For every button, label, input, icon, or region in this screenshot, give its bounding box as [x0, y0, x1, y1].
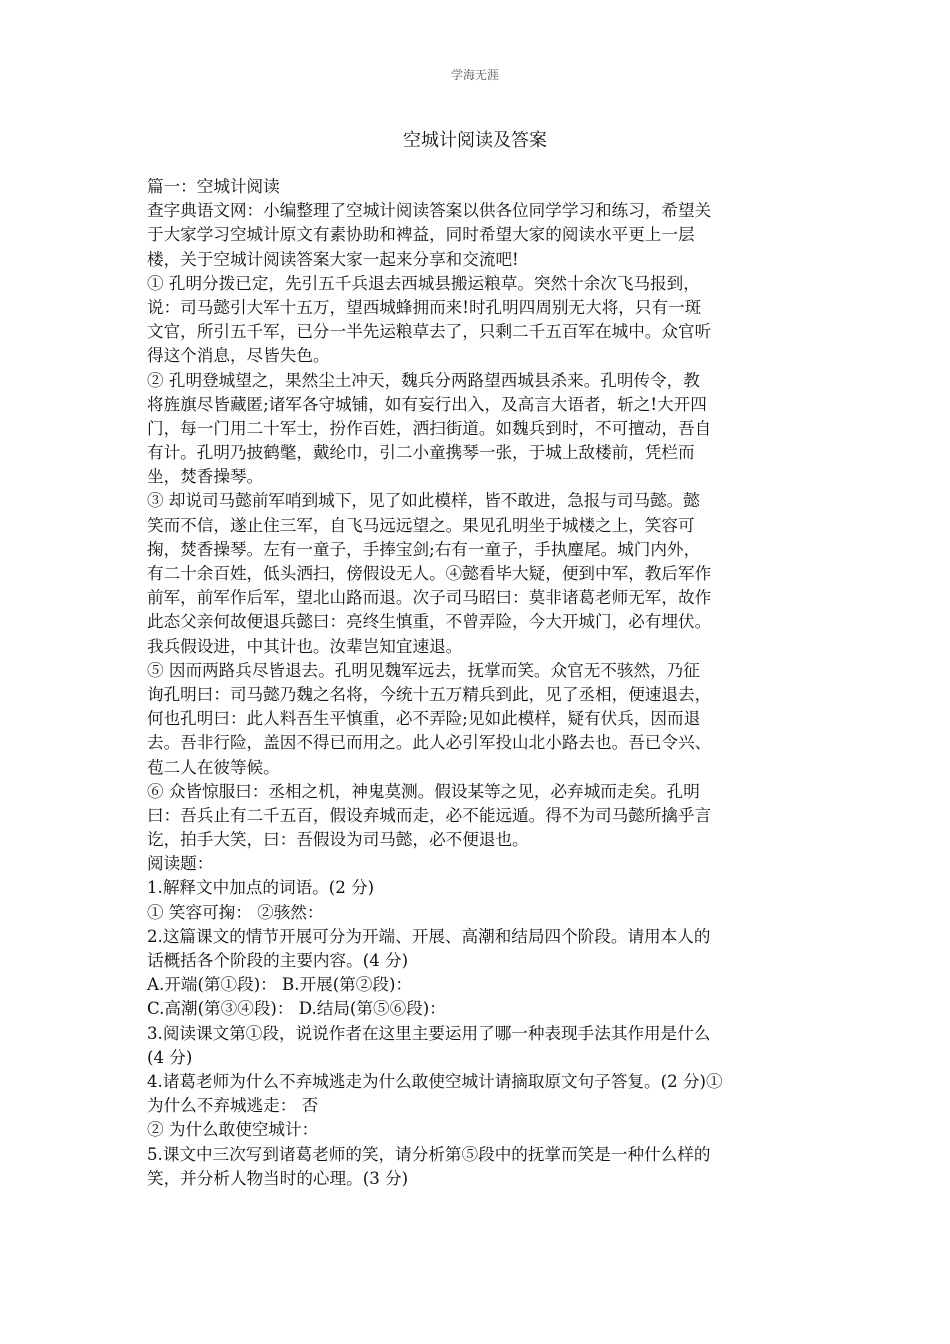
- text-line: 苞二人在彼等候。: [147, 757, 280, 777]
- text-line: 4.诸葛老师为什么不弃城逃走为什么敢使空城计请摘取原文句子答复。(2 分)①: [147, 1071, 723, 1091]
- text-line: ② 孔明登城望之，果然尘土冲天，魏兵分两路望西城县杀来。孔明传令，教: [147, 370, 700, 390]
- text-line: 笑而不信，遂止住三军，自飞马远远望之。果见孔明坐于城楼之上，笑容可: [147, 515, 695, 535]
- document-title: 空城计阅读及答案: [403, 130, 547, 151]
- document-body: [147, 175, 802, 1191]
- text-line: A.开端(第①段)： B.开展(第②段)：: [147, 975, 413, 995]
- text-line: 门，每一门用二十军士，扮作百姓，洒扫街道。如魏兵到时，不可擅动，吾自: [147, 418, 712, 438]
- text-line: ③ 却说司马懿前军哨到城下，见了如此模样，皆不敢进，急报与司马懿。懿: [147, 491, 700, 511]
- text-line: 查字典语文网：小编整理了空城计阅读答案以供各位同学学习和练习，希望关: [147, 201, 712, 221]
- text-line: 询孔明曰：司马懿乃魏之名将，今统十五万精兵到此，见了丞相，便速退去，: [147, 684, 712, 704]
- text-line: ① 笑容可掬： ②骇然：: [147, 902, 324, 922]
- text-line: 话概括各个阶段的主要内容。(4 分): [147, 951, 409, 970]
- text-line: 篇一：空城计阅读: [147, 177, 280, 196]
- text-line: ⑥ 众皆惊服曰：丞相之机，神鬼莫测。假设某等之见，必弃城而走矣。孔明: [147, 781, 700, 801]
- text-line: ⑤ 因而两路兵尽皆退去。孔明见魏军远去，抚掌而笑。众官无不骇然，乃征: [147, 660, 700, 680]
- text-line: (4 分): [147, 1047, 193, 1067]
- text-line: 得这个消息，尽皆失色。: [147, 346, 330, 366]
- text-line: 坐，焚香操琴。: [147, 467, 264, 487]
- text-line: 前军，前军作后军，望北山路而退。次子司马昭曰：莫非诸葛老师无军，故作: [147, 588, 712, 608]
- text-line: 去。吾非行险，盖因不得已而用之。此人必引军投山北小路去也。吾已令兴、: [147, 733, 712, 753]
- text-line: 1.解释文中加点的词语。(2 分): [147, 878, 375, 898]
- text-line: 2.这篇课文的情节开展可分为开端、开展、高潮和结局四个阶段。请用本人的: [147, 926, 711, 946]
- text-line: 将旌旗尽皆藏匿;诸军各守城铺，如有妄行出入，及高言大语者，斩之!大开四: [147, 394, 707, 414]
- text-line: 楼，关于空城计阅读答案大家一起来分享和交流吧!: [147, 249, 519, 269]
- text-line: 文官，所引五千军，已分一半先运粮草去了，只剩二千五百军在城中。众官听: [147, 322, 712, 342]
- text-line: 掬，焚香操琴。左有一童子，手捧宝剑;右有一童子，手执麈尾。城门内外，: [147, 539, 701, 559]
- text-line: ① 孔明分拨已定，先引五千兵退去西城县搬运粮草。突然十余次飞马报到，: [147, 273, 700, 293]
- text-line: 此态父亲何故便退兵懿曰：亮终生慎重，不曾弄险，今大开城门，必有埋伏。: [147, 612, 712, 632]
- text-line: 有二十余百姓，低头洒扫，傍假设无人。④懿看毕大疑，便到中军，教后军作: [147, 564, 712, 583]
- text-line: 3.阅读课文第①段，说说作者在这里主要运用了哪一种表现手法其作用是什么: [147, 1023, 711, 1043]
- text-line: 讫，拍手大笑，曰：吾假设为司马懿，必不便退也。: [147, 830, 529, 850]
- page-header: 学海无涯: [450, 68, 499, 82]
- text-line: 于大家学习空城计原文有素协助和裨益，同时希望大家的阅读水平更上一层: [147, 225, 695, 245]
- text-line: 5.课文中三次写到诸葛老师的笑，请分析第⑤段中的抚掌而笑是一种什么样的: [147, 1144, 711, 1164]
- text-line: 曰：吾兵止有二千五百，假设弃城而走，必不能远遁。得不为司马懿所擒乎言: [147, 805, 712, 825]
- text-line: C.高潮(第③④段)： D.结局(第⑤⑥段)：: [147, 999, 446, 1019]
- text-line: 何也孔明曰：此人料吾生平慎重，必不弄险;见如此模样，疑有伏兵，因而退: [147, 709, 701, 729]
- text-line: 笑，并分析人物当时的心理。(3 分): [147, 1168, 409, 1188]
- text-line: 为什么不弃城逃走： 否: [147, 1096, 319, 1116]
- text-line: 说：司马懿引大军十五万，望西城蜂拥而来!时孔明四周别无大将，只有一斑: [147, 297, 702, 317]
- text-line: 我兵假设进，中其计也。汝辈岂知宜速退。: [147, 636, 463, 656]
- text-line: 有计。孔明乃披鹤氅，戴纶巾，引二小童携琴一张，于城上敌楼前，凭栏而: [147, 443, 695, 463]
- text-line: 阅读题：: [147, 854, 214, 874]
- text-line: ② 为什么敢使空城计：: [147, 1120, 319, 1140]
